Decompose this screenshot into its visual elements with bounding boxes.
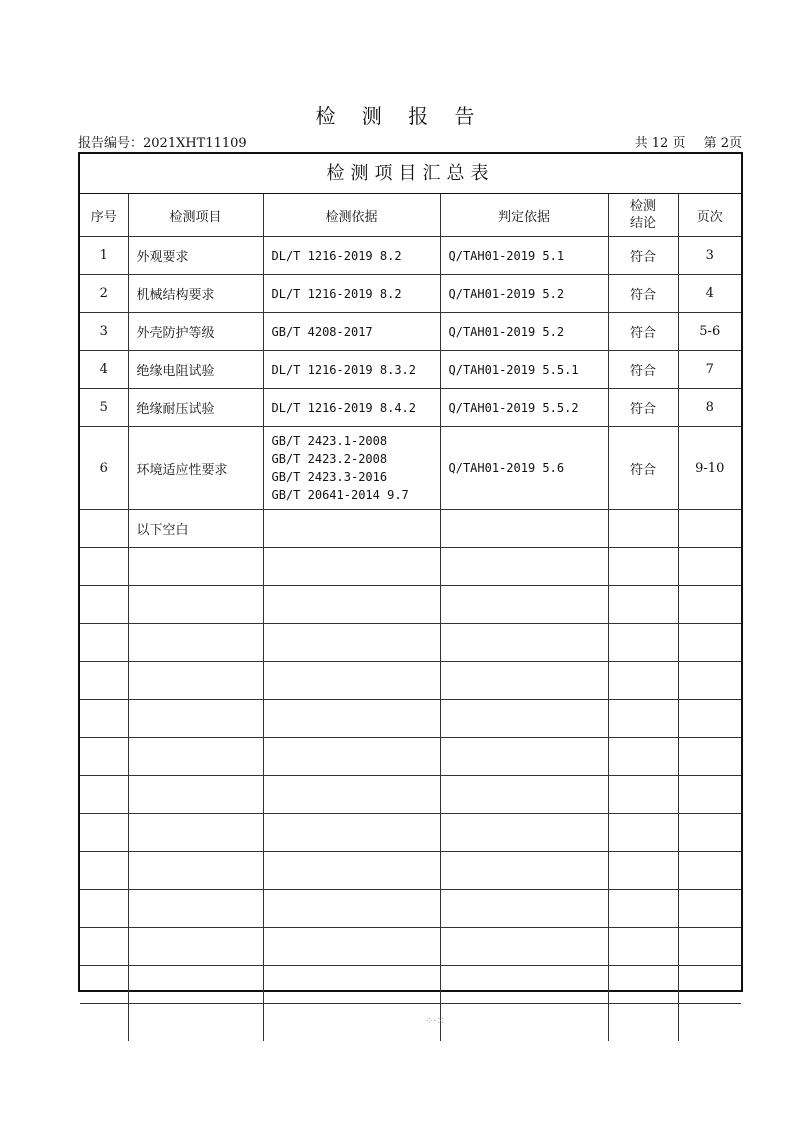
table-row (80, 237, 741, 275)
empty-cell (440, 662, 608, 700)
empty-row (80, 548, 741, 586)
header-conclusion: 检测结论 (608, 194, 678, 237)
basis-line: GB/T 2423.3-2016 (271, 470, 388, 484)
row-item: 外壳防护等级 (128, 313, 263, 351)
empty-cell (440, 890, 608, 928)
empty-cell (128, 852, 263, 890)
empty-cell (440, 548, 608, 586)
empty-row (80, 776, 741, 814)
empty-cell (440, 814, 608, 852)
row-conclusion: 符合 (608, 313, 678, 351)
empty-cell (128, 814, 263, 852)
empty-cell (608, 890, 678, 928)
summary-table (80, 194, 741, 1041)
row-judge: Q/TAH01-2019 5.1 (440, 237, 608, 275)
summary-table-container (78, 152, 743, 992)
row-page: 5-6 (678, 313, 741, 351)
page-info (621, 132, 742, 151)
empty-cell (128, 776, 263, 814)
empty-cell (263, 662, 440, 700)
empty-cell (608, 852, 678, 890)
row-judge: Q/TAH01-2019 5.6 (440, 427, 608, 510)
empty-cell (80, 548, 128, 586)
header-seq: 序号 (80, 194, 128, 237)
empty-cell (608, 662, 678, 700)
empty-cell (440, 928, 608, 966)
table-row (80, 389, 741, 427)
empty-cell (608, 928, 678, 966)
row-conclusion: 符合 (608, 427, 678, 510)
total-pages: 共 12 页 (634, 136, 686, 151)
empty-row (80, 890, 741, 928)
row-seq: 4 (80, 351, 128, 389)
row-item: 外观要求 (128, 237, 263, 275)
row-page: 3 (678, 237, 741, 275)
empty-cell (678, 662, 741, 700)
table-row (80, 427, 741, 510)
empty-cell (678, 776, 741, 814)
empty-cell (678, 814, 741, 852)
empty-cell (80, 1004, 128, 1042)
empty-cell (128, 928, 263, 966)
row-page: 7 (678, 351, 741, 389)
empty-row (80, 852, 741, 890)
row-item: 机械结构要求 (128, 275, 263, 313)
empty-cell (128, 662, 263, 700)
row-seq: 3 (80, 313, 128, 351)
empty-cell (608, 966, 678, 1004)
table-row (80, 351, 741, 389)
empty-row (80, 814, 741, 852)
empty-cell (440, 586, 608, 624)
empty-cell (263, 814, 440, 852)
empty-cell (678, 966, 741, 1004)
empty-cell (80, 890, 128, 928)
empty-cell (128, 700, 263, 738)
header-page: 页次 (678, 194, 741, 237)
empty-cell (80, 776, 128, 814)
empty-cell (263, 890, 440, 928)
row-seq: 2 (80, 275, 128, 313)
empty-cell (678, 624, 741, 662)
empty-cell (128, 966, 263, 1004)
empty-cell (263, 928, 440, 966)
empty-row (80, 928, 741, 966)
empty-cell (608, 814, 678, 852)
blank-note: 以下空白 (128, 510, 263, 548)
empty-cell (608, 776, 678, 814)
row-item: 绝缘耐压试验 (128, 389, 263, 427)
empty-cell (263, 852, 440, 890)
empty-cell (128, 890, 263, 928)
empty-cell (128, 1004, 263, 1042)
report-number: 报告编号：2021XHT11109 (78, 136, 247, 151)
empty-cell (440, 624, 608, 662)
empty-cell (608, 510, 678, 548)
basis-line: DL/T 1216-2019 8.4.2 (271, 400, 416, 415)
empty-row (80, 966, 741, 1004)
row-judge: Q/TAH01-2019 5.2 (440, 313, 608, 351)
empty-row (80, 624, 741, 662)
basis-line: GB/T 20641-2014 9.7 (271, 488, 409, 502)
empty-cell (608, 738, 678, 776)
empty-cell (608, 700, 678, 738)
empty-cell (80, 624, 128, 662)
basis-line: GB/T 4208-2017 (271, 324, 373, 339)
empty-row (80, 662, 741, 700)
empty-cell (263, 586, 440, 624)
empty-cell (80, 928, 128, 966)
empty-cell (440, 966, 608, 1004)
empty-cell (80, 662, 128, 700)
empty-cell (80, 510, 128, 548)
row-conclusion: 符合 (608, 275, 678, 313)
table-row (80, 313, 741, 351)
empty-cell (440, 776, 608, 814)
empty-cell (80, 814, 128, 852)
empty-cell (678, 700, 741, 738)
row-seq: 5 (80, 389, 128, 427)
row-item: 环境适应性要求 (128, 427, 263, 510)
empty-cell (678, 852, 741, 890)
stamp-mark: ⁘·⁙ (425, 1016, 445, 1027)
basis-line: DL/T 1216-2019 8.3.2 (271, 362, 416, 377)
row-basis (263, 427, 440, 510)
empty-cell (128, 738, 263, 776)
empty-cell (128, 548, 263, 586)
empty-cell (263, 548, 440, 586)
empty-cell (678, 548, 741, 586)
empty-row (80, 1004, 741, 1042)
empty-row (80, 700, 741, 738)
empty-cell (608, 586, 678, 624)
empty-cell (440, 738, 608, 776)
header-judge: 判定依据 (440, 194, 608, 237)
row-seq: 6 (80, 427, 128, 510)
empty-cell (440, 510, 608, 548)
empty-cell (678, 738, 741, 776)
empty-row (80, 586, 741, 624)
table-header-row (80, 194, 741, 237)
empty-cell (128, 624, 263, 662)
empty-cell (80, 700, 128, 738)
empty-cell (678, 510, 741, 548)
empty-cell (608, 624, 678, 662)
empty-cell (263, 966, 440, 1004)
row-basis (263, 389, 440, 427)
document-title: 检 测 报 告 (315, 104, 485, 128)
current-page: 第 2页 (703, 136, 742, 151)
empty-cell (263, 738, 440, 776)
row-page: 9-10 (678, 427, 741, 510)
empty-row (80, 738, 741, 776)
header-item: 检测项目 (128, 194, 263, 237)
blank-note-row (80, 510, 741, 548)
empty-cell (80, 586, 128, 624)
empty-cell (263, 776, 440, 814)
row-judge: Q/TAH01-2019 5.5.1 (440, 351, 608, 389)
empty-cell (263, 1004, 440, 1042)
row-seq: 1 (80, 237, 128, 275)
empty-cell (608, 1004, 678, 1042)
empty-cell (80, 966, 128, 1004)
empty-cell (678, 586, 741, 624)
row-judge: Q/TAH01-2019 5.5.2 (440, 389, 608, 427)
empty-cell (678, 1004, 741, 1042)
empty-cell (263, 700, 440, 738)
empty-cell (80, 738, 128, 776)
header-basis: 检测依据 (263, 194, 440, 237)
row-page: 8 (678, 389, 741, 427)
empty-cell (80, 852, 128, 890)
row-judge: Q/TAH01-2019 5.2 (440, 275, 608, 313)
row-basis (263, 351, 440, 389)
empty-cell (440, 852, 608, 890)
row-conclusion: 符合 (608, 389, 678, 427)
row-conclusion: 符合 (608, 351, 678, 389)
empty-cell (678, 890, 741, 928)
basis-line: GB/T 2423.1-2008 (271, 434, 388, 448)
table-row (80, 275, 741, 313)
basis-line: DL/T 1216-2019 8.2 (271, 286, 402, 301)
row-basis (263, 237, 440, 275)
empty-cell (678, 928, 741, 966)
empty-cell (440, 700, 608, 738)
empty-cell (263, 624, 440, 662)
basis-line: GB/T 2423.2-2008 (271, 452, 388, 466)
row-page: 4 (678, 275, 741, 313)
row-conclusion: 符合 (608, 237, 678, 275)
row-basis (263, 275, 440, 313)
empty-cell (263, 510, 440, 548)
table-title: 检测项目汇总表 (80, 154, 741, 194)
row-item: 绝缘电阻试验 (128, 351, 263, 389)
empty-cell (608, 548, 678, 586)
empty-cell (440, 1004, 608, 1042)
basis-line: DL/T 1216-2019 8.2 (271, 248, 402, 263)
empty-cell (128, 586, 263, 624)
row-basis (263, 313, 440, 351)
